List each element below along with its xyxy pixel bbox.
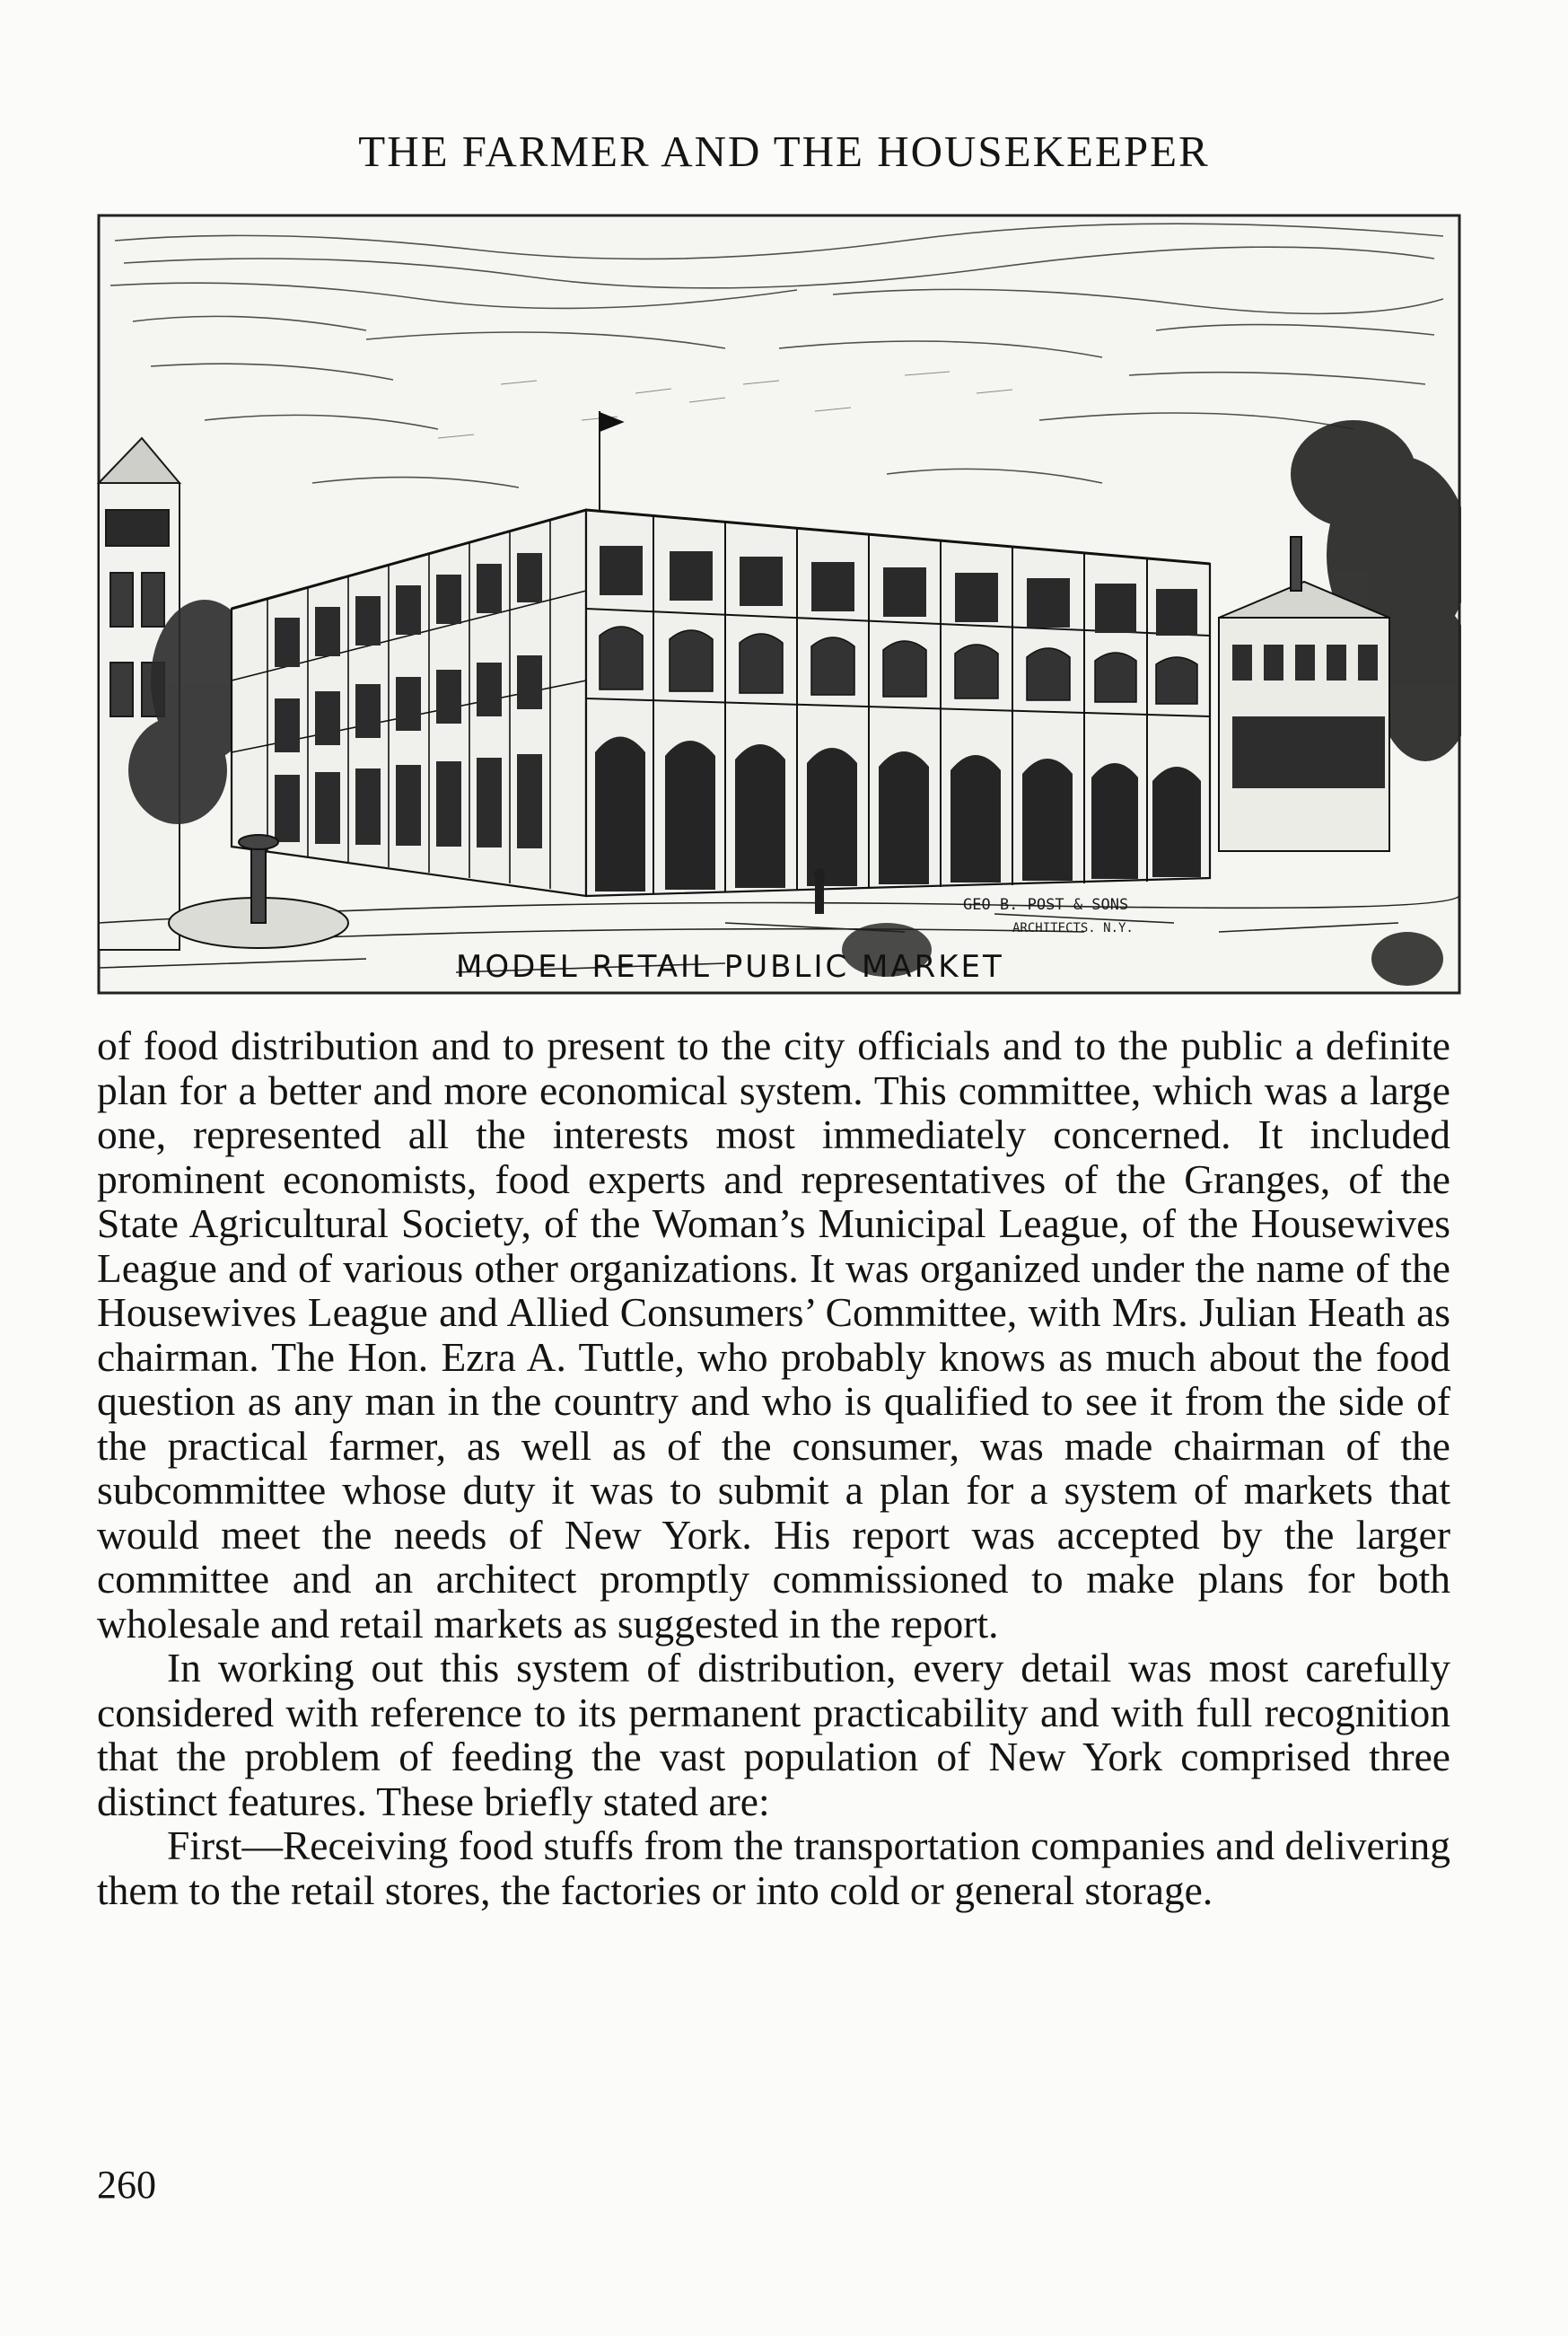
paragraph-continuation: of food distribution and to present to the city officials and to the public a definite plan for a better and more economical system. This committee, which was a large one, represented all the interests most immediately concerned. It included prominent economists, food experts and representatives of the Granges, of the State Agricultural Society, of the Woman’s Municipal League, of the Housewives League and of various other organizations. It was organized under the name of the Housewives League and Allied Consumers’ Committee, with Mrs. Julian Heath as chairman. The Hon. Ezra A. Tuttle, who probably knows as much about the food question as any man in the country and who is qualified to see it from the side of the practical farmer, as well as of the consumer, was made chairman of the subcommittee whose duty it was to submit a plan for a system of markets that would meet the needs of New York. His report was accepted by the larger committee and an architect promptly commissioned to make plans for both wholesale and retail markets as suggested in the report.: [97, 1023, 1450, 1647]
paragraph-distribution-system: In working out this system of distribution, every detail was most carefully considered with reference to its permanent practicability and with full recognition that the problem of feeding the vast population of New York comprised three distinct features. These briefly stated are:: [97, 1645, 1450, 1824]
page-number: 260: [97, 2163, 156, 2207]
body-text: [97, 1023, 1450, 1912]
paragraph-first-feature: First—Receiving food stuffs from the transportation companies and delivering them to the retail stores, the factories or into cold or general storage.: [97, 1822, 1450, 1913]
market-building-illustration: [97, 214, 1461, 995]
architect-signature-line1: GEO B. POST & SONS: [963, 896, 1129, 914]
architect-signature-line2: ARCHITECTS. N.Y.: [1012, 921, 1134, 935]
running-head: THE FARMER AND THE HOUSEKEEPER: [358, 127, 1210, 176]
market-building-drawing: [97, 214, 1461, 995]
illustration-caption: MODEL RETAIL PUBLIC MARKET: [456, 949, 1004, 985]
